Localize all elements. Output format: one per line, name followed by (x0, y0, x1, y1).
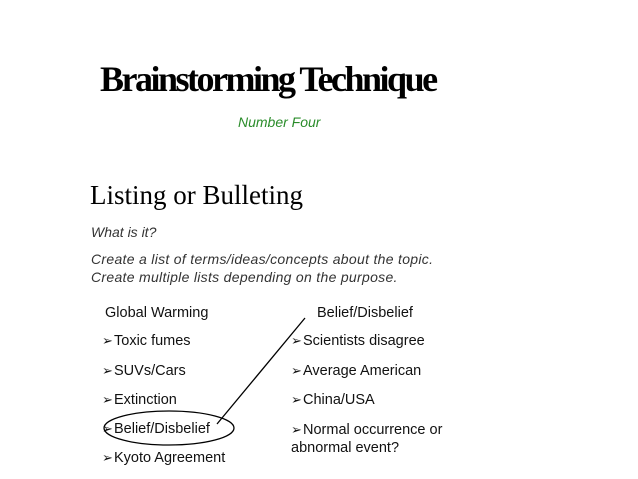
list-item: ➢Extinction (102, 392, 177, 408)
arrow-bullet-icon: ➢ (102, 421, 113, 436)
list-item: ➢SUVs/Cars (102, 363, 186, 379)
arrow-bullet-icon: ➢ (102, 392, 113, 407)
slide-subtitle: Number Four (238, 114, 321, 130)
list-item: ➢Average American (291, 363, 422, 379)
list-item: ➢China/USA (291, 392, 375, 408)
left-list-header: Global Warming (105, 305, 209, 321)
list-item: ➢Scientists disagree (291, 333, 425, 349)
list-item: ➢Toxic fumes (102, 333, 191, 349)
arrow-bullet-icon: ➢ (291, 392, 302, 407)
arrow-bullet-icon: ➢ (102, 363, 113, 378)
connector-line (217, 318, 305, 424)
description-line-2: Create multiple lists depending on the purpose. (91, 269, 398, 285)
arrow-bullet-icon: ➢ (291, 422, 302, 437)
description-line-1: Create a list of terms/ideas/concepts about the topic. (91, 251, 434, 267)
list-item: ➢Kyoto Agreement (102, 450, 226, 466)
arrow-bullet-icon: ➢ (291, 363, 302, 378)
right-list-header: Belief/Disbelief (317, 305, 413, 321)
list-item: ➢Belief/Disbelief (102, 421, 210, 437)
section-heading: Listing or Bulleting (90, 180, 303, 210)
list-item: ➢Normal occurrence or abnormal event? (291, 422, 443, 456)
highlight-circle (104, 411, 234, 445)
arrow-bullet-icon: ➢ (291, 333, 302, 348)
arrow-bullet-icon: ➢ (102, 333, 113, 348)
slide-title: Brainstorming Technique (100, 59, 436, 99)
question-text: What is it? (91, 224, 157, 240)
arrow-bullet-icon: ➢ (102, 450, 113, 465)
